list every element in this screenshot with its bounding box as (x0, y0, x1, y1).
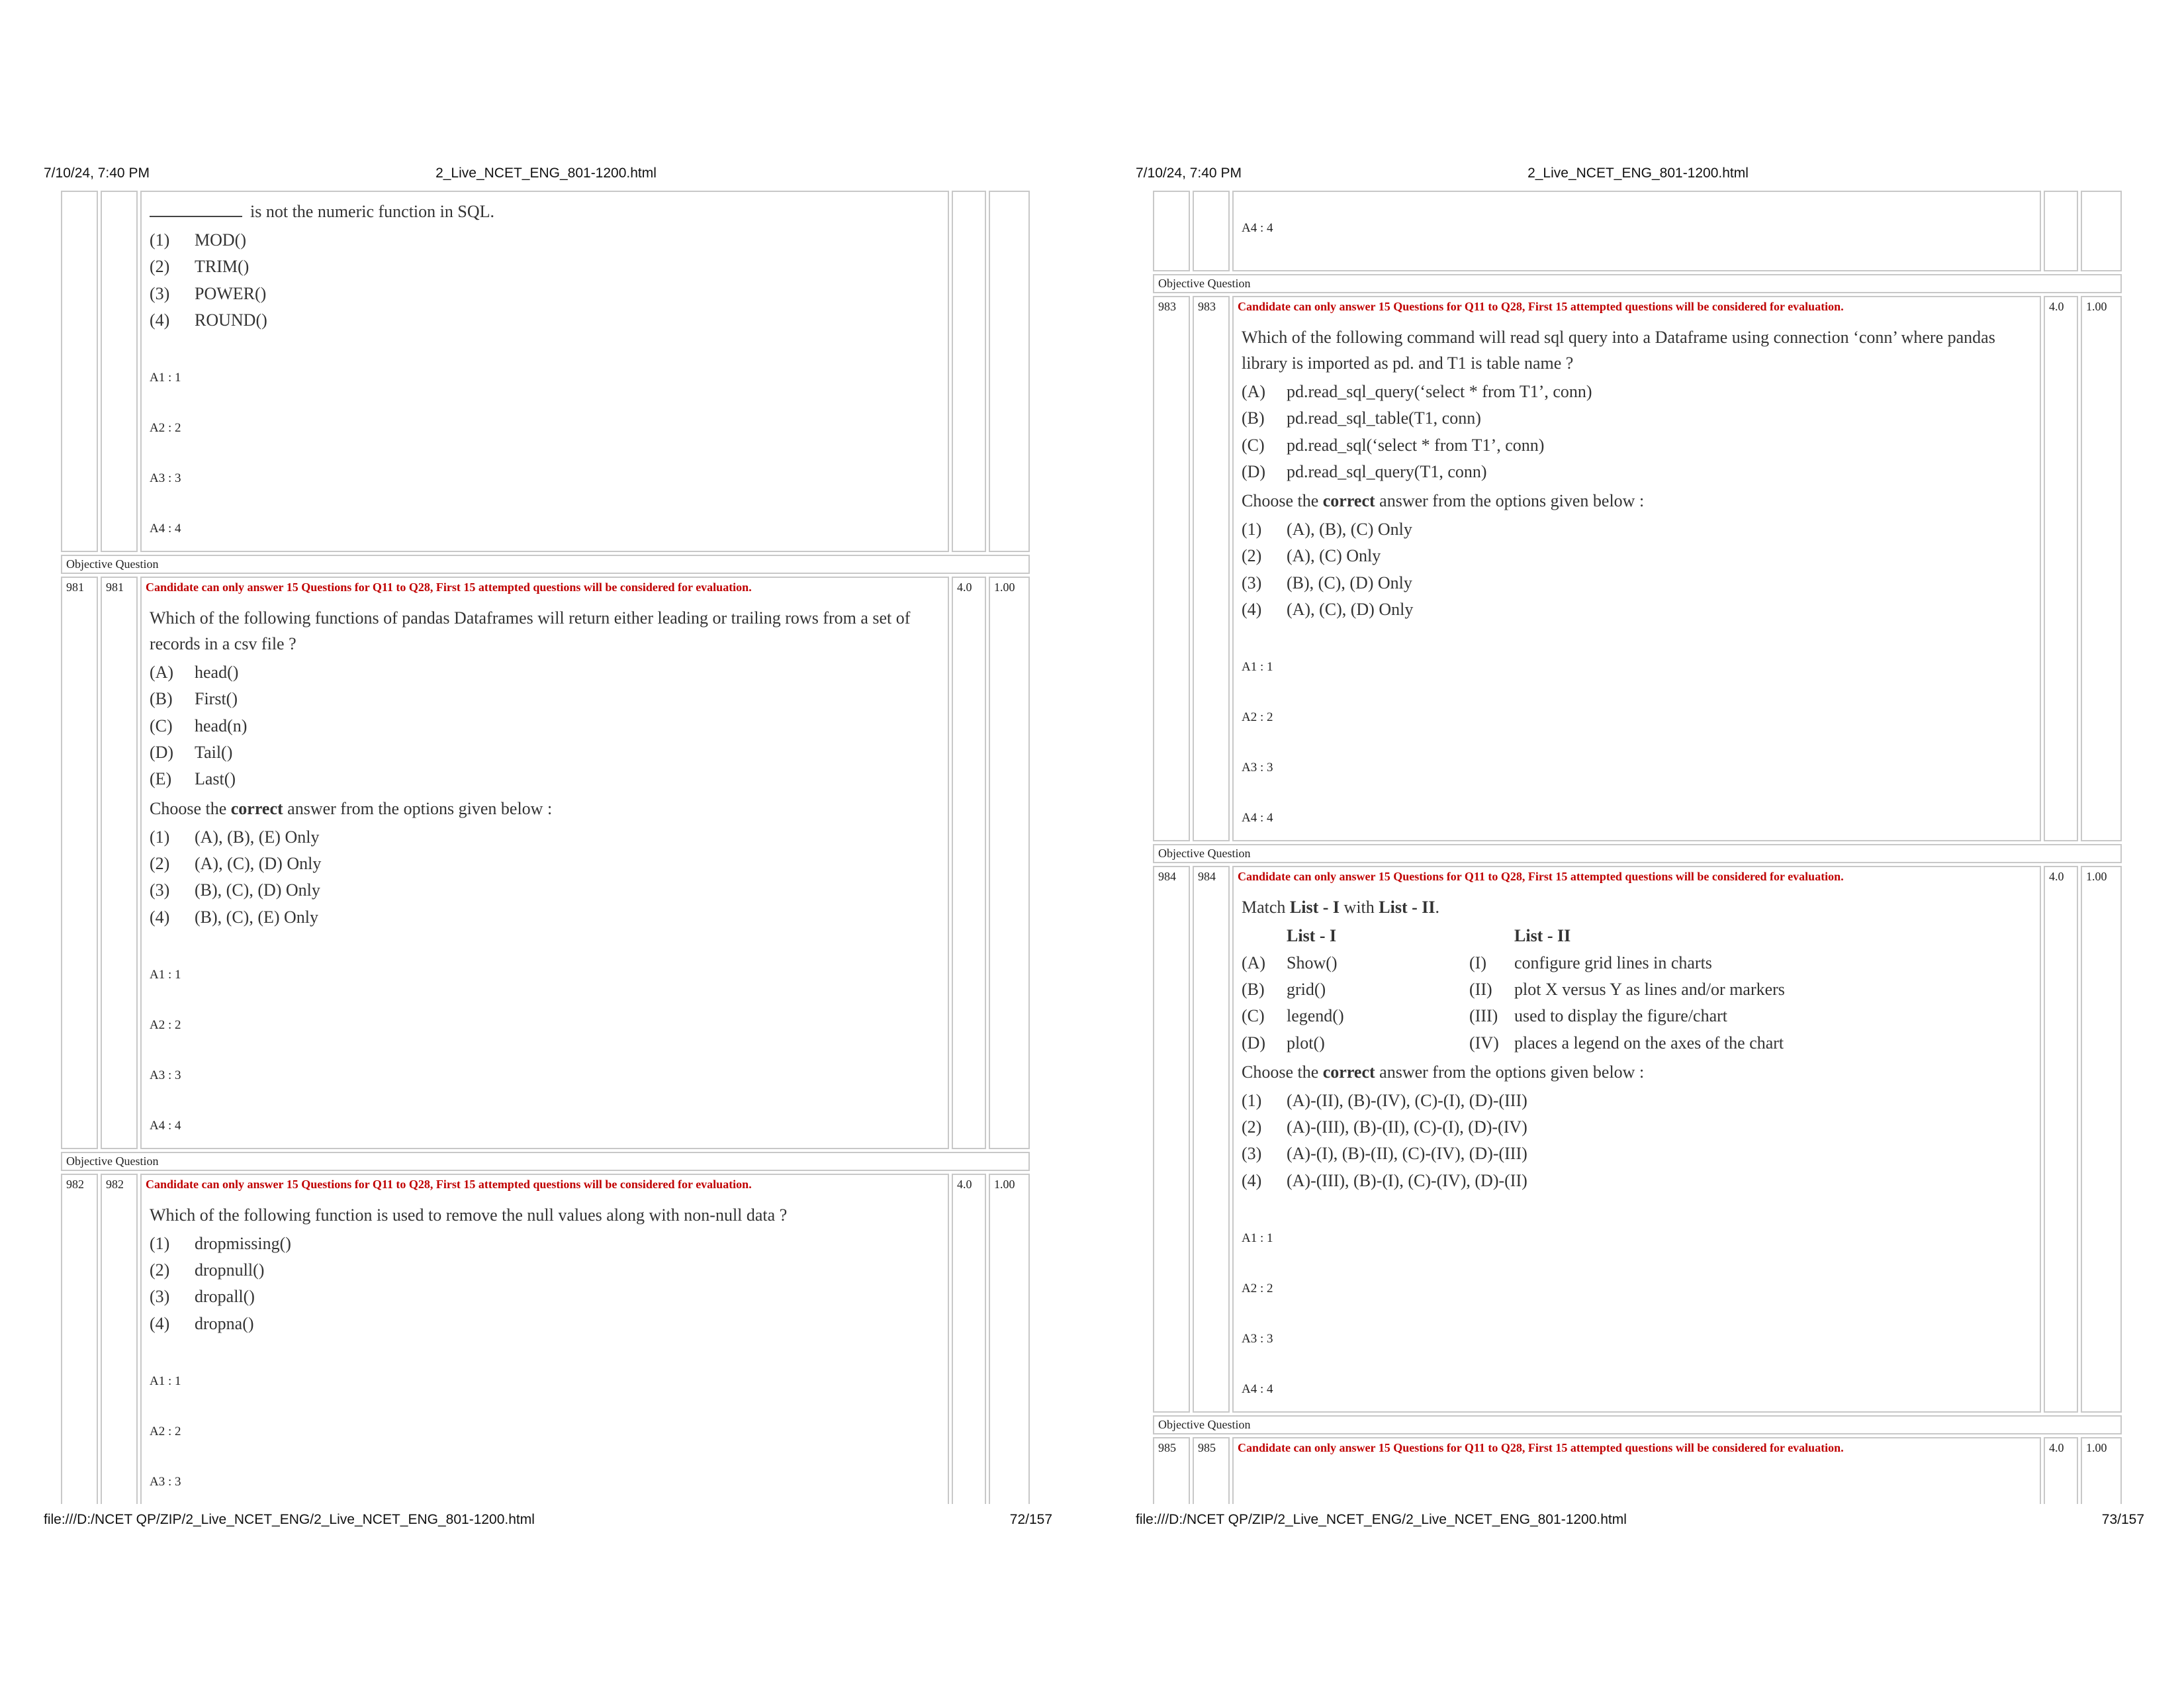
option-item: (4) (A)-(III), (B)-(I), (C)-(IV), (D)-(II) (1242, 1170, 1527, 1190)
header-date: 7/10/24, 7:40 PM (44, 165, 150, 181)
question-row-985 (1153, 1437, 2122, 1504)
marks: 4.0 (952, 1174, 986, 1504)
evaluation-notice: Candidate can only answer 15 Questions for Q11 to Q28, First 15 attempted questions will be considered for evaluation. (1238, 870, 1844, 884)
statement-item: (E) Last() (150, 769, 236, 789)
answer-key: A2 : 2 (150, 421, 181, 436)
question-row-continued (1153, 191, 2122, 271)
option-item: (1) (A), (B), (E) Only (150, 827, 320, 847)
question-id: 982 (61, 1174, 98, 1504)
answer-key: A2 : 2 (1242, 710, 1273, 725)
statement-item: (D) pd.read_sql_query(T1, conn) (1242, 461, 1487, 481)
answer-key: A4 : 4 (1242, 811, 1273, 825)
choose-instruction: Choose the correct answer from the options given below : (150, 798, 553, 818)
question-list (1150, 188, 2124, 1504)
answer-key: A4 : 4 (1242, 221, 1273, 235)
question-code: 984 (1193, 866, 1230, 1413)
answer-key: A3 : 3 (150, 1068, 181, 1082)
option-item: (1) MOD() (150, 230, 246, 250)
marks: 4.0 (2044, 866, 2078, 1413)
footer-path: file:///D:/NCET QP/ZIP/2_Live_NCET_ENG/2_Live_NCET_ENG_801-1200.html (1136, 1512, 1627, 1527)
question-code: 982 (101, 1174, 138, 1504)
fill-blank (150, 216, 242, 217)
answer-key: A3 : 3 (1242, 761, 1273, 775)
marks: 4.0 (2044, 1437, 2078, 1504)
option-item: (1) (A), (B), (C) Only (1242, 520, 1412, 539)
question-row-continued (61, 191, 1030, 552)
answer-key: A3 : 3 (1242, 1332, 1273, 1346)
answer-key: A4 : 4 (150, 1118, 181, 1133)
statement-item: (B) First() (150, 689, 238, 709)
evaluation-notice: Candidate can only answer 15 Questions for Q11 to Q28, First 15 attempted questions will be considered for evaluation. (1238, 1441, 1844, 1455)
question-type-label: Objective Question (61, 555, 1030, 574)
question-row-983 (1153, 296, 2122, 841)
statement-item: (D) Tail() (150, 743, 233, 763)
match-row: (C) legend() (III) used to display the figure/chart (1242, 1006, 1728, 1026)
question-code: 981 (101, 577, 138, 1149)
negative-marks: 1.00 (2081, 866, 2122, 1413)
marks: 4.0 (952, 577, 986, 1149)
question-row-982 (61, 1174, 1030, 1504)
marks: 4.0 (2044, 296, 2078, 841)
answer-key: A1 : 1 (1242, 660, 1273, 675)
statement-item: (B) pd.read_sql_table(T1, conn) (1242, 408, 1481, 428)
statement-item: (C) head(n) (150, 716, 248, 735)
answer-key: A4 : 4 (1242, 1382, 1273, 1397)
option-item: (2) (A), (C) Only (1242, 546, 1381, 566)
question-list (58, 188, 1032, 1504)
option-item: (1) dropmissing() (150, 1233, 291, 1253)
answer-key: A2 : 2 (150, 1425, 181, 1439)
answer-key: A1 : 1 (150, 967, 181, 982)
option-item: (2) TRIM() (150, 257, 250, 277)
statement-item: (A) pd.read_sql_query(‘select * from T1’, conn) (1242, 382, 1592, 401)
footer-path: file:///D:/NCET QP/ZIP/2_Live_NCET_ENG/2_Live_NCET_ENG_801-1200.html (44, 1512, 535, 1527)
question-type-label: Objective Question (1153, 1415, 2122, 1434)
answer-key: A1 : 1 (150, 1374, 181, 1389)
option-item: (3) (B), (C), (D) Only (150, 880, 320, 900)
question-text: Which of the following function is used to remove the null values along with non-null data ? (150, 1205, 788, 1225)
question-type-label: Objective Question (1153, 844, 2122, 863)
option-item: (2) dropnull() (150, 1260, 265, 1280)
question-code: 983 (1193, 296, 1230, 841)
question-row-981 (61, 577, 1030, 1149)
evaluation-notice: Candidate can only answer 15 Questions for Q11 to Q28, First 15 attempted questions will be considered for evaluation. (1238, 300, 1844, 313)
question-text: Which of the following command will read sql query into a Dataframe using connection ‘conn’ where pandas library is imported as pd. and T1 is table name ? (1242, 328, 1995, 373)
match-row: (A) Show() (I) configure grid lines in charts (1242, 953, 1712, 972)
option-item: (3) dropall() (150, 1287, 255, 1307)
option-item: (1) (A)-(II), (B)-(IV), (C)-(I), (D)-(III) (1242, 1090, 1527, 1110)
match-list-header: List - I List - II (1287, 926, 1571, 946)
header-date: 7/10/24, 7:40 PM (1136, 165, 1242, 181)
option-item: (4) (A), (C), (D) Only (1242, 600, 1414, 620)
answer-key: A4 : 4 (150, 522, 181, 536)
header-title: 2_Live_NCET_ENG_801-1200.html (435, 165, 657, 181)
question-type-label: Objective Question (1153, 274, 2122, 293)
question-row-984 (1153, 866, 2122, 1413)
question-type-label: Objective Question (61, 1152, 1030, 1171)
answer-key: A3 : 3 (150, 471, 181, 486)
answer-key: A2 : 2 (1242, 1282, 1273, 1296)
option-item: (3) (A)-(I), (B)-(II), (C)-(IV), (D)-(III) (1242, 1144, 1527, 1164)
negative-marks: 1.00 (2081, 1437, 2122, 1504)
question-text: Which of the following functions of pandas Dataframes will return either leading or trailing rows from a set of records in a csv file ? (150, 608, 911, 654)
negative-marks: 1.00 (989, 577, 1030, 1149)
option-item: (4) (B), (C), (E) Only (150, 907, 319, 927)
question-text: Match List - I with List - II. (1242, 898, 1440, 917)
answer-key: A1 : 1 (1242, 1231, 1273, 1246)
option-item: (4) ROUND() (150, 310, 267, 330)
right-page (1092, 0, 2184, 1688)
question-code: 985 (1193, 1437, 1230, 1504)
option-item: (4) dropna() (150, 1313, 254, 1333)
statement-item: (A) head() (150, 663, 239, 682)
question-id: 983 (1153, 296, 1190, 841)
question-id: 984 (1153, 866, 1190, 1413)
question-id: 985 (1153, 1437, 1190, 1504)
statement-item: (C) pd.read_sql(‘select * from T1’, conn) (1242, 435, 1545, 455)
header-title: 2_Live_NCET_ENG_801-1200.html (1527, 165, 1749, 181)
question-id: 981 (61, 577, 98, 1149)
answer-key: A2 : 2 (150, 1017, 181, 1032)
page-number: 72/157 (1009, 1512, 1052, 1527)
match-row: (D) plot() (IV) places a legend on the axes of the chart (1242, 1033, 1784, 1053)
answer-key: A1 : 1 (150, 371, 181, 385)
negative-marks: 1.00 (2081, 296, 2122, 841)
option-item: (2) (A)-(III), (B)-(II), (C)-(I), (D)-(IV) (1242, 1117, 1527, 1137)
option-item: (2) (A), (C), (D) Only (150, 853, 322, 873)
answer-key: A3 : 3 (150, 1475, 181, 1489)
page-number: 73/157 (2101, 1512, 2144, 1527)
evaluation-notice: Candidate can only answer 15 Questions for Q11 to Q28, First 15 attempted questions will be considered for evaluation. (146, 1177, 752, 1191)
option-item: (3) POWER() (150, 283, 267, 303)
option-item: (3) (B), (C), (D) Only (1242, 573, 1412, 592)
negative-marks: 1.00 (989, 1174, 1030, 1504)
choose-instruction: Choose the correct answer from the options given below : (1242, 1062, 1645, 1082)
match-row: (B) grid() (II) plot X versus Y as lines and/or markers (1242, 979, 1785, 999)
question-text: is not the numeric function in SQL. (250, 202, 495, 221)
evaluation-notice: Candidate can only answer 15 Questions for Q11 to Q28, First 15 attempted questions will be considered for evaluation. (146, 581, 752, 594)
choose-instruction: Choose the correct answer from the options given below : (1242, 491, 1645, 511)
